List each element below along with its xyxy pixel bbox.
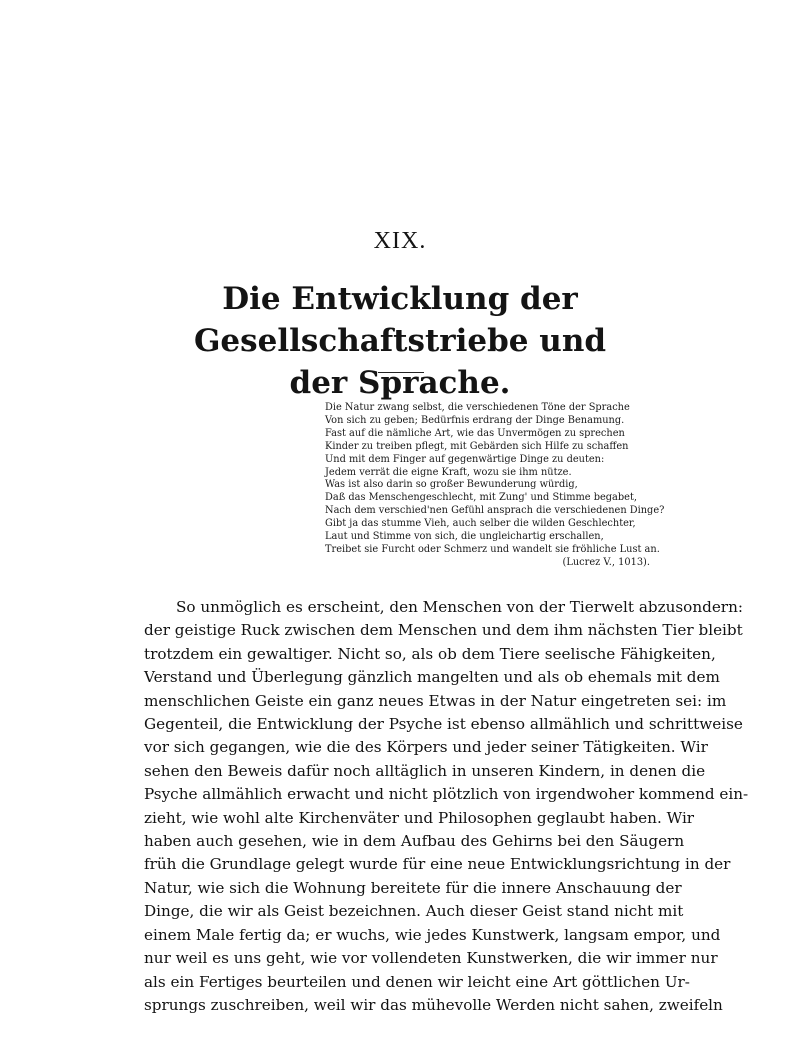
body-line: früh die Grundlage gelegt wurde für eine neue Entwicklungsrichtung in der <box>144 855 731 874</box>
body-line: Verstand und Überlegung gänzlich mangelten und als ob ehemals mit dem <box>144 668 720 687</box>
epigraph-line: Und mit dem Finger auf gegenwärtige Dinge zu deuten: <box>325 453 605 465</box>
body-line: vor sich gegangen, wie die des Körpers und jeder seiner Tätigkeiten. Wir <box>144 738 708 757</box>
body-line: Natur, wie sich die Wohnung bereitete für die innere Anschauung der <box>144 878 682 897</box>
chapter-title-line: der Sprache. <box>289 365 511 401</box>
chapter-title-line: Die Entwicklung der Gesellschaftstriebe und <box>193 281 607 359</box>
epigraph-line: Nach dem verschied'nen Gefühl ansprach die verschiedenen Dinge? <box>325 505 665 517</box>
body-line: haben auch gesehen, wie in dem Aufbau des Gehirns bei den Säugern <box>144 832 685 851</box>
epigraph-line: Laut und Stimme von sich, die ungleichartig erschallen, <box>325 531 604 543</box>
body-line: sehen den Beweis dafür noch alltäglich in unseren Kindern, in denen die <box>144 761 706 780</box>
chapter-number: XIX. <box>373 228 427 254</box>
body-paragraph <box>144 596 749 1017</box>
body-line: Gegenteil, die Entwicklung der Psyche ist ebenso allmählich und schrittweise <box>144 715 743 734</box>
epigraph-line: Von sich zu geben; Bedürfnis erdrang der Dinge Benamung. <box>325 414 625 426</box>
epigraph-line: Was ist also darin so großer Bewunderung würdig, <box>325 479 578 491</box>
epigraph-line: Kinder zu treiben pflegt, mit Gebärden sich Hilfe zu schaffen <box>325 440 629 452</box>
epigraph-line: Daß das Menschengeschlecht, mit Zung' und Stimme begabet, <box>325 492 638 504</box>
epigraph-source: (Lucrez V., 1013). <box>562 556 650 568</box>
chapter-title <box>130 278 670 404</box>
body-line: Psyche allmählich erwacht und nicht plötzlich von irgendwoher kommend ein- <box>144 785 749 804</box>
body-line: zieht, wie wohl alte Kirchenväter und Philosophen geglaubt haben. Wir <box>144 808 695 827</box>
epigraph-line: Gibt ja das stumme Vieh, auch selber die wilden Geschlechter, <box>325 518 636 530</box>
body-line: der geistige Ruck zwischen dem Menschen und dem ihm nächsten Tier bleibt <box>144 621 743 640</box>
body-line: als ein Fertiges beurteilen und denen wir leicht eine Art göttlichen Ur- <box>144 972 690 991</box>
body-line: menschlichen Geiste ein ganz neues Etwas in der Natur eingetreten sei: im <box>144 691 727 710</box>
epigraph-line: Die Natur zwang selbst, die verschiedenen Töne der Sprache <box>325 402 630 413</box>
body-line: einem Male fertig da; er wuchs, wie jedes Kunstwerk, langsam empor, und <box>144 925 721 944</box>
epigraph-line: Jedem verrät die eigne Kraft, wozu sie ihm nütze. <box>325 466 572 478</box>
epigraph-line: Treibet sie Furcht oder Schmerz und wandelt sie fröhliche Lust an. <box>325 543 660 555</box>
body-line: Dinge, die wir als Geist bezeichnen. Auch dieser Geist stand nicht mit <box>144 902 684 921</box>
body-line: trotzdem ein gewaltiger. Nicht so, als ob dem Tiere seelische Fähigkeiten, <box>144 644 716 663</box>
title-divider <box>378 372 424 373</box>
body-line: So unmöglich es erscheint, den Menschen von der Tierwelt abzusondern: <box>176 598 743 616</box>
epigraph-line: Fast auf die nämliche Art, wie das Unvermögen zu sprechen <box>325 427 625 439</box>
body-line: sprungs zuschreiben, weil wir das mühevolle Werden nicht sahen, zweifeln <box>144 995 723 1014</box>
epigraph <box>325 402 665 570</box>
body-line: nur weil es uns geht, wie vor vollendeten Kunstwerken, die wir immer nur <box>144 949 718 968</box>
